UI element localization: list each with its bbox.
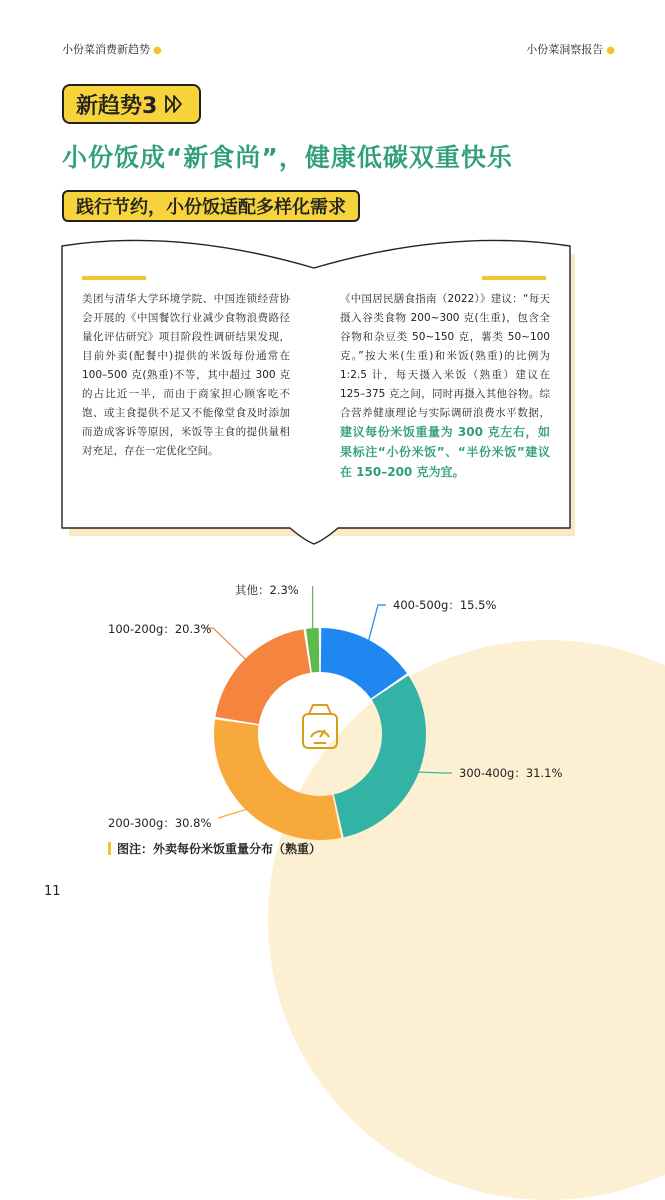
page-headline: 小份饭成“新食尚”，健康低碳双重快乐 <box>62 143 513 172</box>
donut-slice-200-300g <box>214 719 341 840</box>
leader-line-400-500g <box>368 605 386 644</box>
section-badge: 践行节约，小份饭适配多样化需求 <box>62 190 360 222</box>
data-label-300-400g: 300-400g：31.1% <box>459 766 563 780</box>
data-label-200-300g: 200-300g：30.8% <box>108 816 212 830</box>
chart-caption <box>108 840 321 857</box>
right-column-plain: 《中国居民膳食指南（2022）》建议：“每天摄入谷类食物 200~300 克(生重)，包含全谷物和杂豆类 50~150 克，薯类 50~100 克。”按大米(生重)和米饭(熟重)的比例为 1:2.5 计，每天摄入米饭（熟重）建议在 125–375 克之间，同时再摄入其他谷物。综合营养健康理论与实际调研浪费水平数据， <box>340 293 550 419</box>
right-accent-line <box>482 276 546 280</box>
right-column-text <box>340 290 550 483</box>
caption-text: 图注：外卖每份米饭重量分布（熟重） <box>117 842 322 856</box>
caption-bar <box>108 842 111 855</box>
left-column-text: 美团与清华大学环境学院、中国连锁经营协会开展的《中国餐饮行业减少食物浪费路径量化评估研究》项目阶段性调研结果发现，目前外卖(配餐中)提供的米饭每份通常在 100–500 克(熟重)不等，其中超过 300 克的占比近一半，而由于商家担心顾客吃不饱、或主食提供不足又不能像堂食及时添加而造成客诉等原因，米饭等主食的提供量相对充足，存在一定优化空间。 <box>82 293 290 457</box>
data-label-100-200g: 100-200g：20.3% <box>108 622 212 636</box>
scale-icon <box>303 705 337 748</box>
trend-badge-label: 新趋势3 <box>76 93 158 119</box>
trend-badge <box>62 84 201 124</box>
donut-slice-300-400g <box>334 675 426 837</box>
leader-line-200-300g <box>218 808 250 818</box>
left-accent-line <box>82 276 146 280</box>
leader-line-300-400g <box>415 772 452 773</box>
header-left: 小份菜消费新趋势 ● <box>62 43 162 56</box>
data-label-400-500g: 400-500g：15.5% <box>393 598 497 612</box>
page-number: 11 <box>44 884 61 899</box>
right-column-highlight: 建议每份米饭重量为 300 克左右，如果标注“小份米饭”、“半份米饭”建议在 150–200 克为宜。 <box>340 425 550 479</box>
rice-weight-donut-chart <box>0 560 665 840</box>
data-label-其他: 其他：2.3% <box>235 583 299 597</box>
header-right: 小份菜洞察报告 ● <box>526 43 615 56</box>
double-chevron-icon <box>163 93 185 115</box>
